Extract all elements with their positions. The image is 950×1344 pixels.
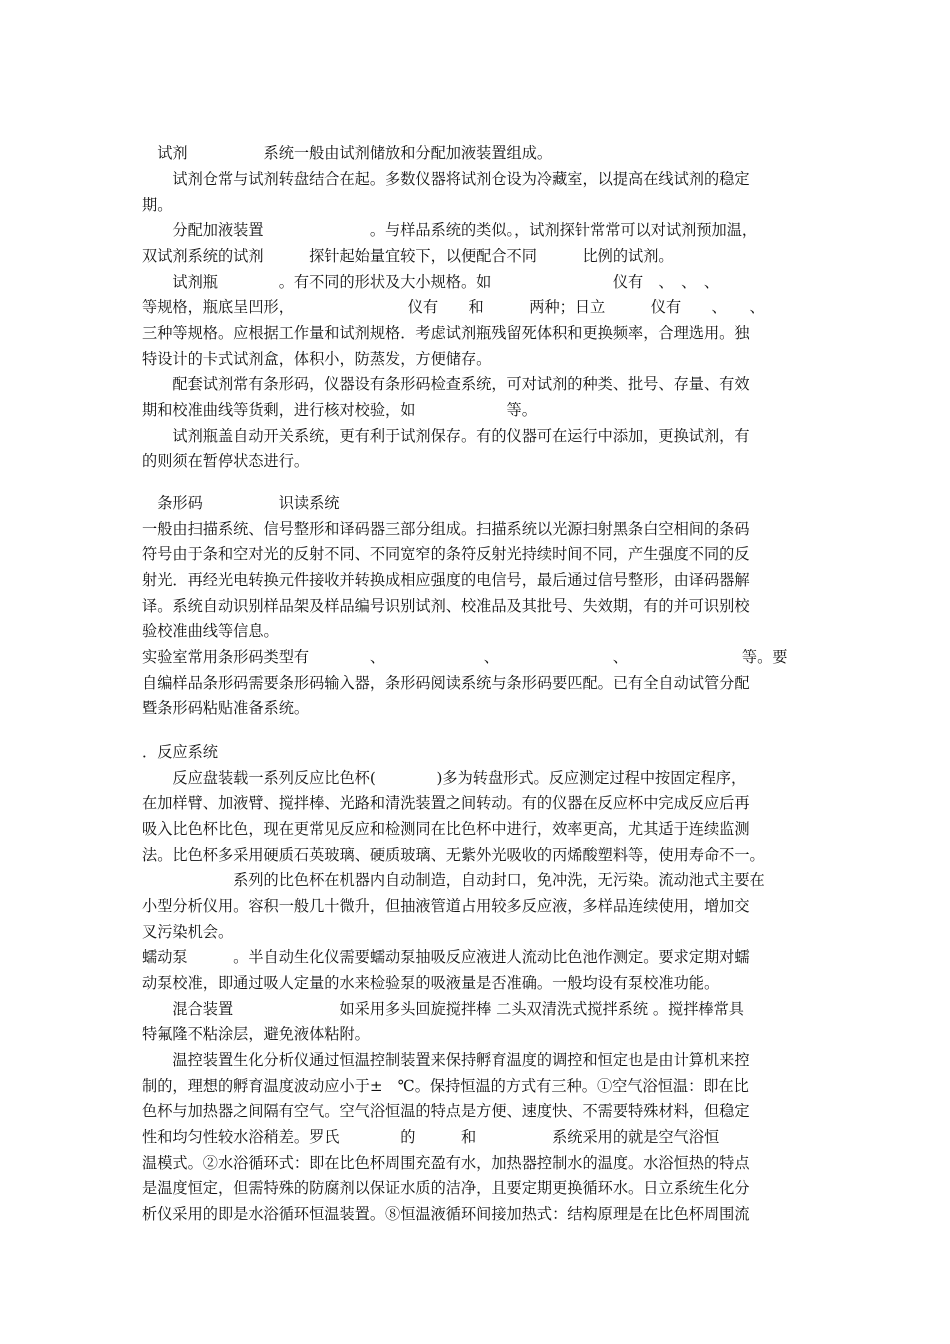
section-heading-barcode: 条形码 识读系统 xyxy=(142,494,340,512)
paragraph-line: 析仪采用的即是水浴循环恒温装置。⑧恒温液循环间接加热式：结构原理是在比色杯周围流 xyxy=(142,1205,750,1223)
paragraph-line: 自编样品条形码需要条形码输入器，条形码阅读系统与条形码要匹配。已有全自动试管分配 xyxy=(142,674,750,692)
paragraph-line: 配套试剂常有条形码，仪器设有条形码检查系统，可对试剂的种类、批号、存量、有效 xyxy=(142,375,750,393)
paragraph-line: 一般由扫描系统、信号整形和译码器三部分组成。扫描系统以光源扫射黑条白空相间的条码 xyxy=(142,520,750,538)
paragraph-line: 混合装置 如采用多头回旋搅拌棒 二头双清洗式搅拌系统 。搅拌棒常具 xyxy=(142,1000,744,1018)
paragraph-line: 色杯与加热器之间隔有空气。空气浴恒温的特点是方便、速度快、不需要特殊材料，但稳定 xyxy=(142,1102,750,1120)
paragraph-line: 动泵校准，即通过吸人定量的水来检验泵的吸液量是否准确。一般均设有泵校准功能。 xyxy=(142,974,720,992)
paragraph-line: 双试剂系统的试剂 探针起始量宜较下，以便配合不同 比例的试剂。 xyxy=(142,247,674,265)
paragraph-line: 试剂仓常与试剂转盘结合在起。多数仪器将试剂仓设为冷藏室，以提高在线试剂的稳定 xyxy=(142,170,750,188)
paragraph-line: 试剂瓶盖自动开关系统，更有利于试剂保存。有的仪器可在运行中添加，更换试剂，有 xyxy=(142,427,750,445)
paragraph-line: 期和校准曲线等货剩，进行核对校验，如 等。 xyxy=(142,401,537,419)
paragraph-line: 温模式。②水浴循环式：即在比色杯周围充盈有水，加热器控制水的温度。水浴恒热的特点 xyxy=(142,1154,750,1172)
paragraph-line: 制的，理想的孵育温度波动应小于± ℃。保持恒温的方式有三种。①空气浴恒温：即在比 xyxy=(142,1077,749,1095)
paragraph-line: 译。系统自动识别样品架及样品编号识别试剂、校准品及其批号、失效期，有的并可识别校 xyxy=(142,597,750,615)
paragraph-line: 法。比色杯多采用硬质石英玻璃、硬质玻璃、无紫外光吸收的丙烯酸塑料等，使用寿命不一。 xyxy=(142,846,765,864)
paragraph-line: 暨条形码粘贴准备系统。 xyxy=(142,699,310,717)
paragraph-line: 系列的比色杯在机器内自动制造，自动封口，免冲洗，无污染。流动池式主要在 xyxy=(142,871,765,889)
paragraph-line: 特氟隆不粘涂层，避免液体粘附。 xyxy=(142,1025,370,1043)
paragraph-line: 分配加液装置 。与样品系统的类似。，试剂探针常常可以对试剂预加温， xyxy=(142,221,758,239)
paragraph-line: 试剂 系统一般由试剂储放和分配加液装置组成。 xyxy=(142,144,553,162)
paragraph-line: 蠕动泵 。半自动生化仪需要蠕动泵抽吸反应液进人流动比色池作测定。要求定期对蠕 xyxy=(142,948,750,966)
section-heading-reaction: ．反应系统 xyxy=(142,743,218,761)
paragraph-line: 叉污染机会。 xyxy=(142,923,234,941)
paragraph-line: 的则须在暂停状态进行。 xyxy=(142,452,310,470)
paragraph-line: 期。 xyxy=(142,196,173,214)
paragraph-line: 等规格，瓶底呈凹形， 仪有 和 两种；日立 仪有 、 、 xyxy=(142,298,765,316)
paragraph-line: 小型分析仪用。容积一般几十微升，但抽液管道占用较多反应液，多样品连续使用，增加交 xyxy=(142,897,750,915)
paragraph-line: 反应盘装载一系列反应比色杯( )多为转盘形式。反应测定过程中按固定程序， xyxy=(142,769,747,787)
paragraph-line: 试剂瓶 。有不同的形状及大小规格。如 仪有 、 、 、 xyxy=(142,273,720,291)
paragraph-line: 在加样臂、加液臂、搅拌棒、光路和清洗装置之间转动。有的仪器在反应杯中完成反应后再 xyxy=(142,794,750,812)
paragraph-line: 符号由于条和空对光的反射不同、不同宽窄的条符反射光持续时间不同，产生强度不同的反 xyxy=(142,545,750,563)
paragraph-line: 实验室常用条形码类型有 、 、 、 等。要 xyxy=(142,648,788,666)
paragraph-line: 性和均匀性较水浴稍差。罗氏 的 和 系统采用的就是空气浴恒 xyxy=(142,1128,720,1146)
paragraph-line: 射光．再经光电转换元件接收并转换成相应强度的电信号，最后通过信号整形，由译码器解 xyxy=(142,571,750,589)
paragraph-line: 温控装置生化分析仪通过恒温控制装置来保持孵育温度的调控和恒定也是由计算机来控 xyxy=(142,1051,750,1069)
paragraph-line: 特设计的卡式试剂盒，体积小，防蒸发，方便储存。 xyxy=(142,350,492,368)
paragraph-line: 三种等规格。应根据工作量和试剂规格．考虑试剂瓶残留死体积和更换频率，合理选用。独 xyxy=(142,324,750,342)
paragraph-line: 是温度恒定，但需特殊的防腐剂以保证水质的洁净，且要定期更换循环水。日立系统生化分 xyxy=(142,1179,750,1197)
paragraph-line: 验校准曲线等信息。 xyxy=(142,622,279,640)
paragraph-line: 吸入比色杯比色，现在更常见反应和检测同在比色杯中进行，效率更高，尤其适于连续监测 xyxy=(142,820,750,838)
